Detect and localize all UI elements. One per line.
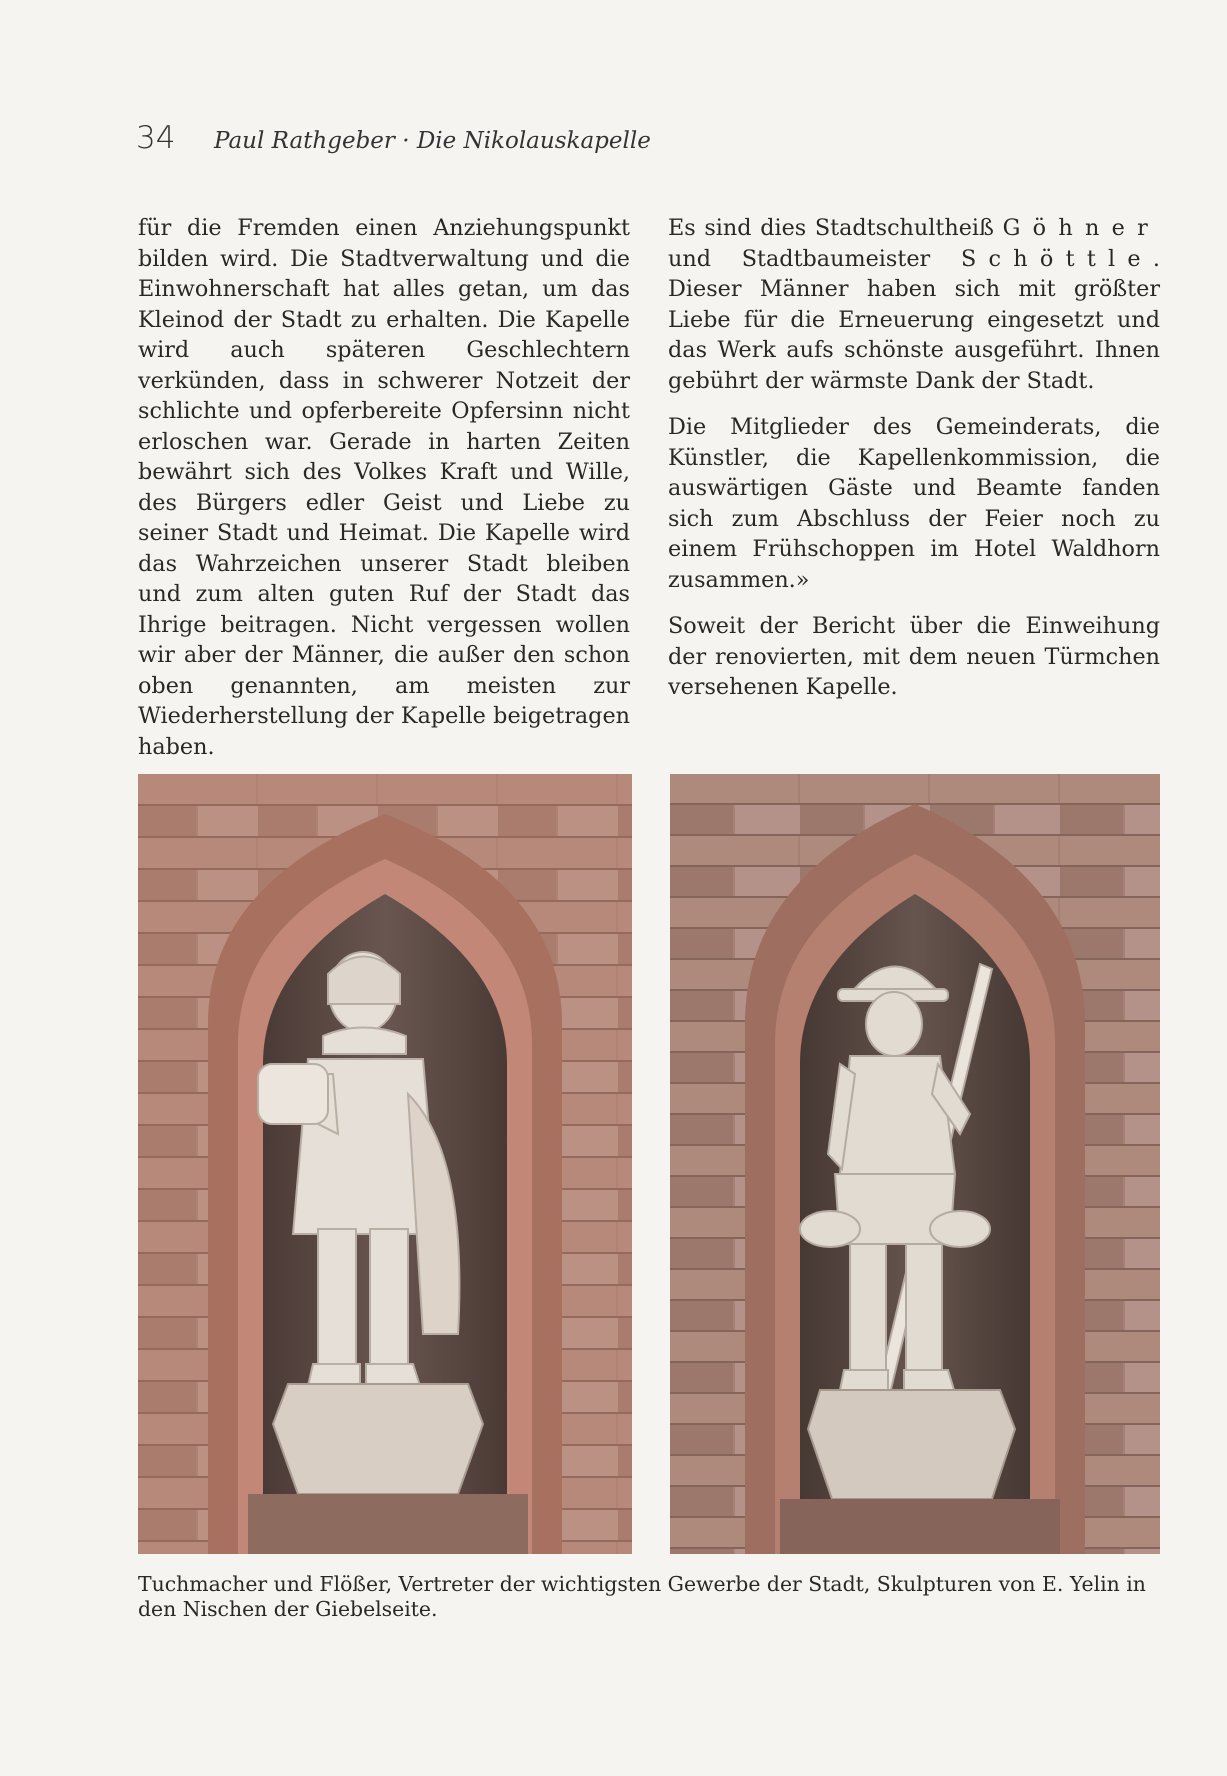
right-paragraph-3: Soweit der Bericht über die Einweihung der renovierten, mit dem neuen Türmchen versehenen Kapelle. bbox=[668, 613, 1160, 700]
name-goehner: Göhner bbox=[1002, 215, 1160, 241]
figure-caption: Tuchmacher und Flößer, Vertreter der wichtigsten Gewerbe der Stadt, Skulpturen von E. Yelin in den Nischen der Giebelseite. bbox=[138, 1572, 1146, 1621]
right-paragraph-2: Die Mitglieder des Gemeinderats, die Künstler, die Kapellenkommission, die auswärtigen Gäste und Beamte fanden sich zum Abschluss der Feier noch zu einem Frühschoppen im Hotel Waldhorn zusammen.» bbox=[668, 414, 1160, 593]
right-paragraph-1: Es sind dies Stadtschultheiß Göhner und Stadtbaumeister Schöttle. Dieser Männer haben sich mit größter Liebe für die Erneuerung eingesetzt und das Werk aufs schönste ausgeführt. Ihnen gebührt der wärmste Dank der Stadt. bbox=[668, 215, 1160, 394]
right-column bbox=[668, 213, 1160, 719]
photo-floesser-statue bbox=[670, 774, 1160, 1554]
photo-tuchmacher-statue bbox=[138, 774, 632, 1554]
left-column bbox=[138, 213, 630, 778]
left-paragraph-1: für die Fremden einen Anziehungspunkt bilden wird. Die Stadtverwaltung und die Einwohnerschaft hat alles getan, um das Kleinod der Stadt zu erhalten. Die Kapelle wird auch späteren Geschlechtern verkünden, dass in schwerer Notzeit der schlichte und opferbereite Opfersinn nicht erloschen war. Gerade in harten Zeiten bewährt sich des Volkes Kraft und Wille, des Bürgers edler Geist und Liebe zu seiner Stadt und Heimat. Die Kapelle wird das Wahrzeichen unserer Stadt bleiben und zum alten guten Ruf der Stadt das Ihrige beitragen. Nicht vergessen wollen wir aber der Männer, die außer den schon oben genannten, am meisten zur Wiederherstellung der Kapelle beigetragen haben. bbox=[138, 215, 630, 760]
page-number: 34 bbox=[136, 120, 176, 156]
running-title: Paul Rathgeber · Die Nikolauskapelle bbox=[214, 128, 651, 154]
name-schoettle: Schöttle bbox=[960, 245, 1153, 272]
